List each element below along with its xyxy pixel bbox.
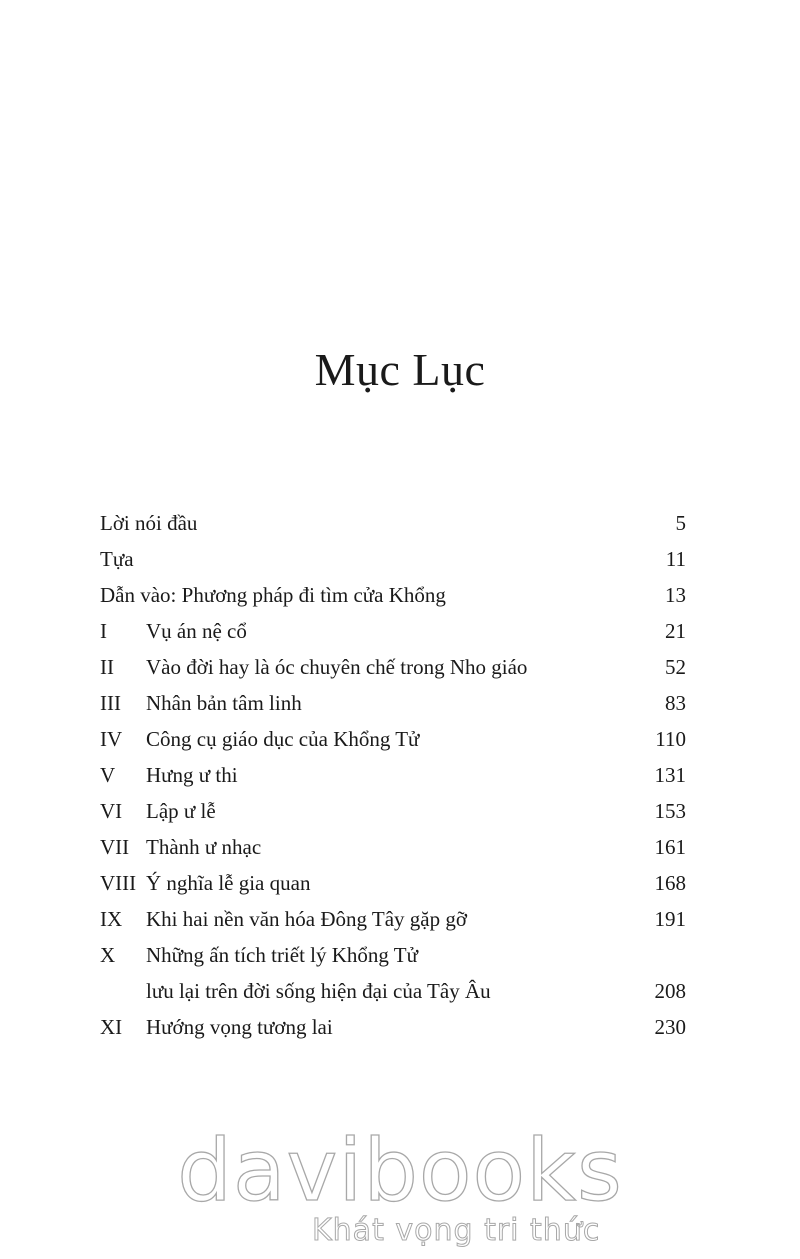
toc-entry-page: 131 <box>654 763 686 787</box>
toc-entry-title: Hưng ư thi <box>146 763 238 787</box>
toc-entry-page: 52 <box>665 655 686 679</box>
toc-entry-number: X <box>100 943 116 967</box>
toc-entry-number: IV <box>100 727 123 751</box>
watermark-tagline: Khát vọng tri thức <box>312 1213 601 1248</box>
toc-entry-title: Lời nói đầu <box>100 511 198 535</box>
toc-entry-page: 191 <box>654 907 686 931</box>
toc-entry-title: lưu lại trên đời sống hiện đại của Tây Âu <box>146 979 491 1003</box>
toc-entry-number: VIII <box>100 871 137 895</box>
toc-entry-foreword <box>100 541 686 577</box>
toc-entry-preface <box>100 505 686 541</box>
toc-entry-number: VII <box>100 835 130 859</box>
toc-entry-chapter-10 <box>100 937 686 973</box>
toc-entry-page: 230 <box>654 1015 686 1039</box>
toc-entry-chapter-1 <box>100 613 686 649</box>
toc-entry-title: Công cụ giáo dục của Khổng Tử <box>146 727 420 751</box>
watermark-logo: davibooks <box>177 1121 623 1221</box>
toc-entry-title: Nhân bản tâm linh <box>146 691 302 715</box>
page-title: Mục Lục <box>314 344 486 395</box>
toc-entry-page: 13 <box>665 583 686 607</box>
toc-entry-page: 110 <box>655 727 686 751</box>
toc-entry-chapter-11 <box>100 1009 686 1045</box>
toc-entry-number: XI <box>100 1015 123 1039</box>
toc-entry-page: 153 <box>654 799 686 823</box>
toc-entry-title: Tựa <box>100 547 134 571</box>
toc-entry-number: II <box>100 655 114 679</box>
toc-entry-title: Lập ư lễ <box>146 799 216 823</box>
toc-entry-number: I <box>100 619 107 643</box>
toc-entry-chapter-3 <box>100 685 686 721</box>
toc-entry-chapter-2 <box>100 649 686 685</box>
toc-entry-chapter-4 <box>100 721 686 757</box>
toc-entry-title: Khi hai nền văn hóa Đông Tây gặp gỡ <box>146 907 467 931</box>
toc-entry-number: IX <box>100 907 123 931</box>
toc-entry-page: 11 <box>665 547 686 571</box>
toc-entry-page: 21 <box>665 619 686 643</box>
toc-entry-page: 83 <box>665 691 686 715</box>
toc-entry-chapter-8 <box>100 865 686 901</box>
watermark <box>0 1121 800 1248</box>
toc-entry-title: Vụ án nệ cổ <box>146 619 247 643</box>
toc-entry-number: VI <box>100 799 123 823</box>
toc-entry-number: V <box>100 763 116 787</box>
toc-entry-chapter-10-continued <box>100 973 686 1009</box>
toc-entry-chapter-5 <box>100 757 686 793</box>
toc-entry-title: Thành ư nhạc <box>146 835 262 859</box>
toc-entry-chapter-9 <box>100 901 686 937</box>
toc-entry-title: Dẫn vào: Phương pháp đi tìm cửa Khổng <box>100 583 446 607</box>
toc-entry-title: Hướng vọng tương lai <box>146 1015 333 1039</box>
toc-entry-title: Ý nghĩa lễ gia quan <box>146 871 311 895</box>
toc-entry-page: 208 <box>654 979 686 1003</box>
toc-entry-page: 5 <box>675 511 686 535</box>
toc-entry-title: Vào đời hay là óc chuyên chế trong Nho giáo <box>146 655 528 679</box>
toc-entry-number: III <box>100 691 121 715</box>
table-of-contents <box>100 505 686 1045</box>
toc-entry-title: Những ấn tích triết lý Khổng Tử <box>146 943 419 967</box>
toc-entry-page: 161 <box>654 835 686 859</box>
toc-entry-chapter-6 <box>100 793 686 829</box>
toc-entry-chapter-7 <box>100 829 686 865</box>
toc-entry-page: 168 <box>654 871 686 895</box>
toc-entry-introduction <box>100 577 686 613</box>
